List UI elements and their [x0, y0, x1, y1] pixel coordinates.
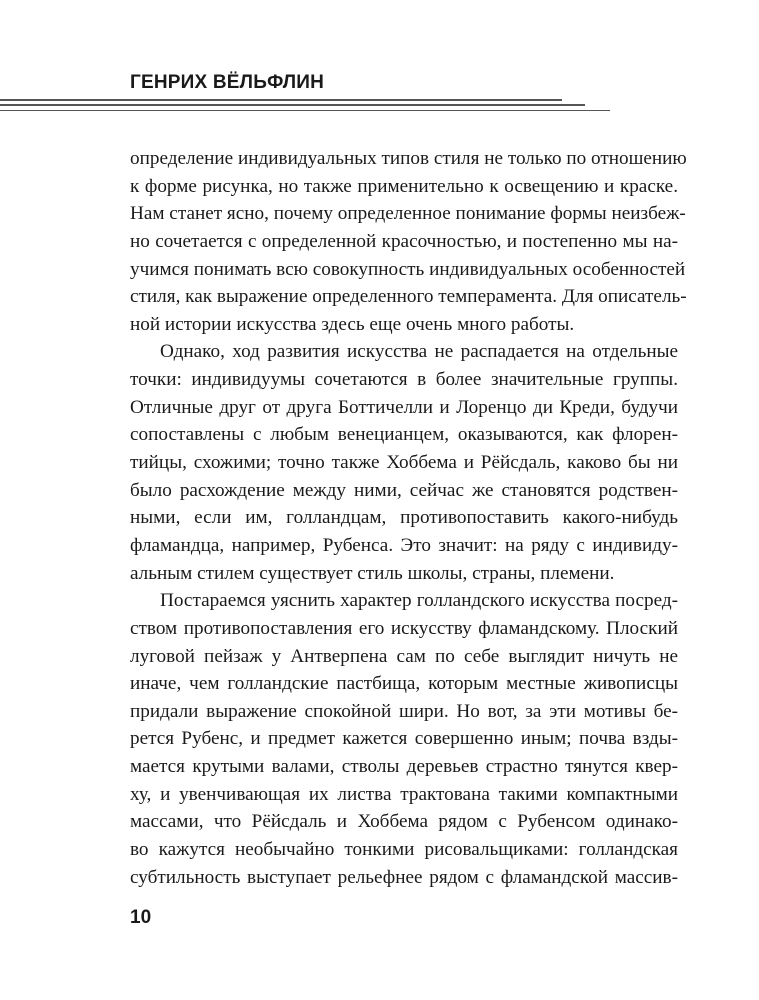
text-line: Нам станет ясно, почему определенное понимание формы неизбеж- — [130, 203, 686, 225]
text-line: сопоставлены с любым венецианцем, оказываются, как флорен- — [130, 424, 678, 446]
text-line: рется Рубенс, и предмет кажется совершенно иным; почва взды- — [130, 728, 678, 750]
text-line: ством противопоставления его искусству фламандскому. Плоский — [130, 617, 678, 639]
text-line: определение индивидуальных типов стиля не только по отношению — [130, 148, 687, 169]
text-line: ной истории искусства здесь еще очень много работы. — [130, 313, 575, 335]
text-line: Постараемся уяснить характер голландского искусства посред- — [160, 590, 678, 612]
text-line: стиля, как выражение определенного темперамента. Для описатель- — [130, 286, 687, 308]
body-text — [130, 145, 687, 891]
text-line: луговой пейзаж у Антверпена сам по себе выглядит ничуть не — [130, 645, 678, 667]
page-number: 10 — [130, 907, 152, 928]
text-line: тийцы, схожими; точно также Хоббема и Рёйсдаль, каково бы ни — [130, 452, 678, 474]
header-rule — [0, 99, 562, 101]
text-line: придали выражение спокойной шири. Но вот, за эти мотивы бе- — [130, 700, 678, 722]
text-line: к форме рисунка, но также применительно к освещению и краске. — [130, 175, 678, 197]
text-line: иначе, чем голландские пастбища, которым местные живописцы — [130, 673, 678, 695]
text-line: точки: индивидуумы сочетаются в более значительные группы. — [130, 369, 678, 391]
text-line: во кажутся необычайно тонкими рисовальщиками: голландская — [130, 839, 678, 861]
running-head: ГЕНРИХ ВЁЛЬФЛИН — [130, 72, 325, 93]
text-line: Отличные друг от друга Боттичелли и Лоренцо ди Креди, будучи — [130, 396, 678, 418]
text-line: фламандца, например, Рубенса. Это значит: на ряду с индивиду- — [130, 534, 678, 556]
text-line: но сочетается с определенной красочностью, и постепенно мы на- — [130, 230, 678, 252]
header-rule — [0, 110, 610, 111]
text-line: мается крутыми валами, стволы деревьев страстно тянутся квер- — [130, 756, 678, 778]
text-line: субтильность выступает рельефнее рядом с фламандской массив- — [130, 866, 678, 888]
text-line: ху, и увенчивающая их листва трактована такими компактными — [130, 783, 678, 805]
text-line: массами, что Рёйсдаль и Хоббема рядом с Рубенсом одинако- — [130, 811, 678, 833]
text-line: учимся понимать всю совокупность индивидуальных особенностей — [130, 258, 686, 280]
text-line: было расхождение между ними, сейчас же становятся родствен- — [130, 479, 678, 501]
text-line: альным стилем существует стиль школы, страны, племени. — [130, 562, 615, 584]
text-line: ными, если им, голландцам, противопоставить какого-нибудь — [130, 507, 678, 529]
header-rule — [0, 104, 585, 106]
text-line: Однако, ход развития искусства не распадается на отдельные — [160, 341, 678, 363]
